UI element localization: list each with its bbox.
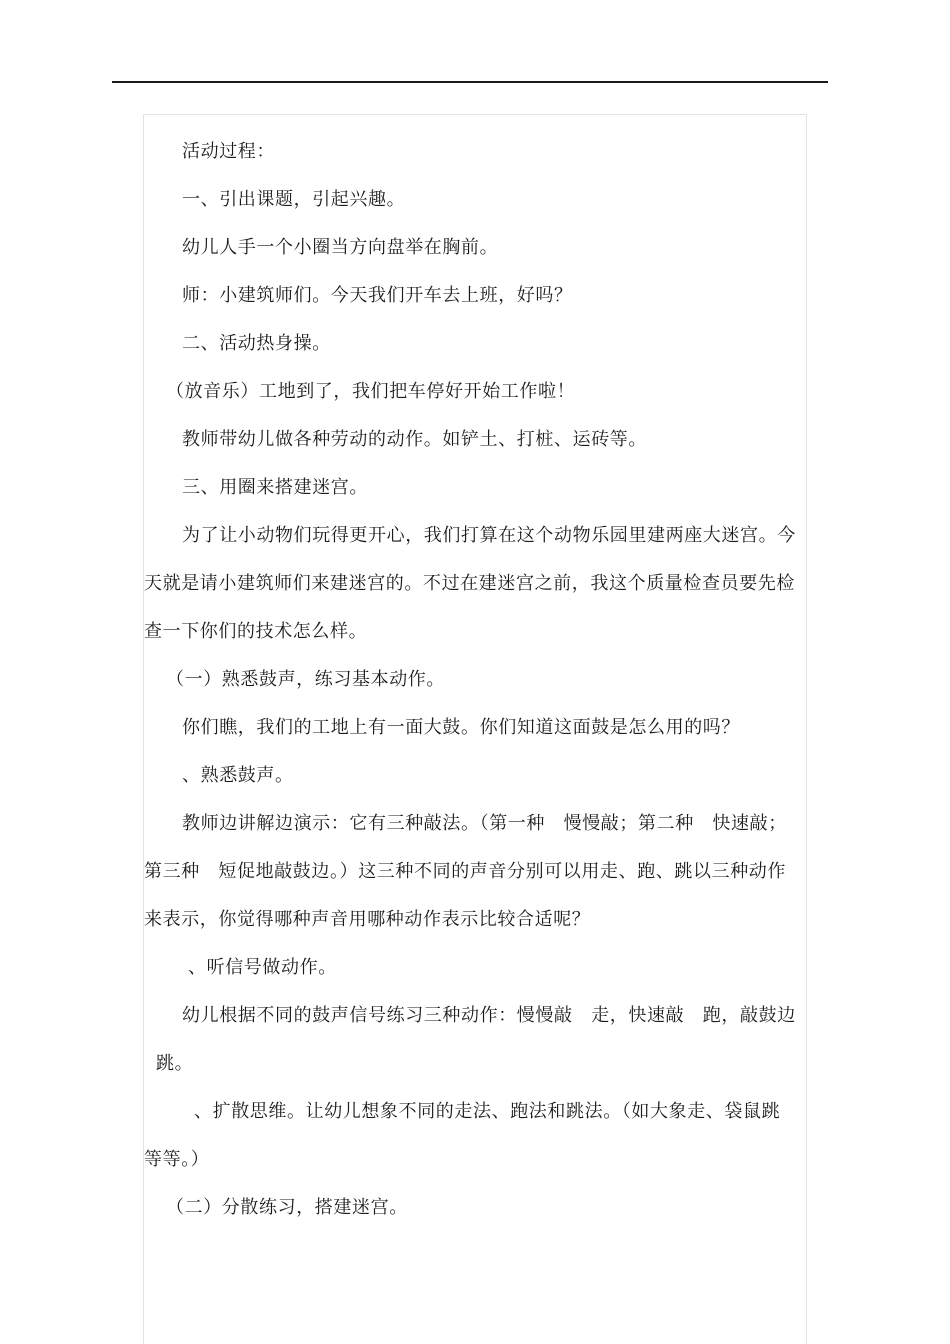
paragraph: 师：小建筑师们。今天我们开车去上班，好吗？ [182,285,573,306]
paragraph-line: 天就是请小建筑师们来建迷宫的。不过在建迷宫之前，我这个质量检查员要先检 [144,573,795,594]
paragraph-line: 等等。） [144,1149,210,1170]
paragraph-line: 查一下你们的技术怎么样。 [144,621,368,642]
paragraph-line: 为了让小动物们玩得更开心，我们打算在这个动物乐园里建两座大迷宫。今 [182,525,796,546]
paragraph-line: 教师边讲解边演示：它有三种敲法。（第一种 慢慢敲；第二种 快速敲； [182,813,787,834]
header-rule [112,81,828,83]
list-item: 、听信号做动作。 [188,957,337,978]
paragraph-line: 来表示，你觉得哪种声音用哪种动作表示比较合适呢？ [144,909,591,930]
paragraph-line: 跳。 [156,1053,194,1074]
list-item: 、扩散思维。让幼儿想象不同的走法、跑法和跳法。（如大象走、袋鼠跳 [194,1101,781,1122]
heading-subsection-2: （二）分散练习，搭建迷宫。 [166,1197,408,1218]
heading-section-1: 一、引出课题，引起兴趣。 [182,189,406,210]
heading-subsection-1: （一）熟悉鼓声，练习基本动作。 [166,669,445,690]
paragraph-line: 幼儿根据不同的鼓声信号练习三种动作：慢慢敲 走，快速敲 跑，敲鼓边 [182,1005,796,1026]
paragraph: 幼儿人手一个小圈当方向盘举在胸前。 [182,237,499,258]
paragraph-line: 第三种 短促地敲鼓边。）这三种不同的声音分别可以用走、跑、跳以三种动作 [144,861,786,882]
heading-section-3: 三、用圈来搭建迷宫。 [182,477,368,498]
paragraph-activity-process: 活动过程： [182,141,275,162]
document-body [144,128,808,1232]
list-item: 、熟悉鼓声。 [182,765,294,786]
heading-section-2: 二、活动热身操。 [182,333,331,354]
paragraph: （放音乐）工地到了，我们把车停好开始工作啦！ [166,381,576,402]
paragraph: 你们瞧，我们的工地上有一面大鼓。你们知道这面鼓是怎么用的吗？ [182,717,740,738]
paragraph: 教师带幼儿做各种劳动的动作。如铲土、打桩、运砖等。 [182,429,647,450]
